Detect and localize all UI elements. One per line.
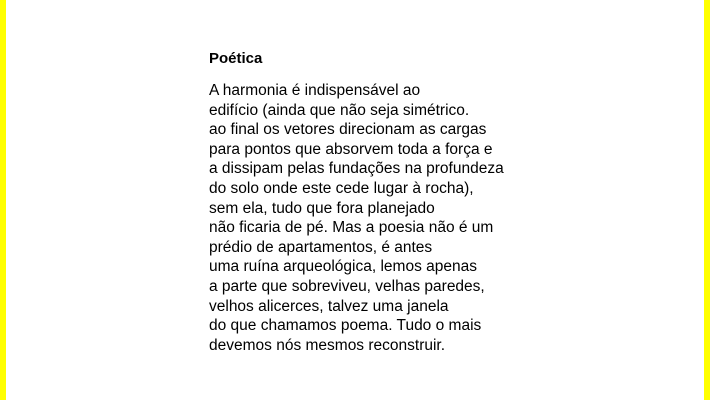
poem-line: a dissipam pelas fundações na profundeza xyxy=(209,160,504,178)
poem-line: edifício (ainda que não seja simétrico. xyxy=(209,101,470,119)
poem-title: Poética xyxy=(209,50,263,67)
poem-line: devemos nós mesmos reconstruir. xyxy=(209,336,446,354)
poem-line: sem ela, tudo que fora planejado xyxy=(209,199,435,217)
poem-line: a parte que sobreviveu, velhas paredes, xyxy=(209,277,485,295)
poem-body xyxy=(209,81,609,355)
poem-line: velhos alicerces, talvez uma janela xyxy=(209,297,449,315)
poem-line: para pontos que absorvem toda a força e xyxy=(209,140,493,158)
poem-line: prédio de apartamentos, é antes xyxy=(209,238,433,256)
poem-line: do solo onde este cede lugar à rocha), xyxy=(209,179,474,197)
poem-line: do que chamamos poema. Tudo o mais xyxy=(209,317,482,335)
poem-line: A harmonia é indispensável ao xyxy=(209,82,421,99)
poem xyxy=(209,48,609,355)
poem-line: ao final os vetores direcionam as cargas xyxy=(209,121,487,139)
poem-line: uma ruína arqueológica, lemos apenas xyxy=(209,258,477,276)
poem-line: não ficaria de pé. Mas a poesia não é um xyxy=(209,219,494,237)
